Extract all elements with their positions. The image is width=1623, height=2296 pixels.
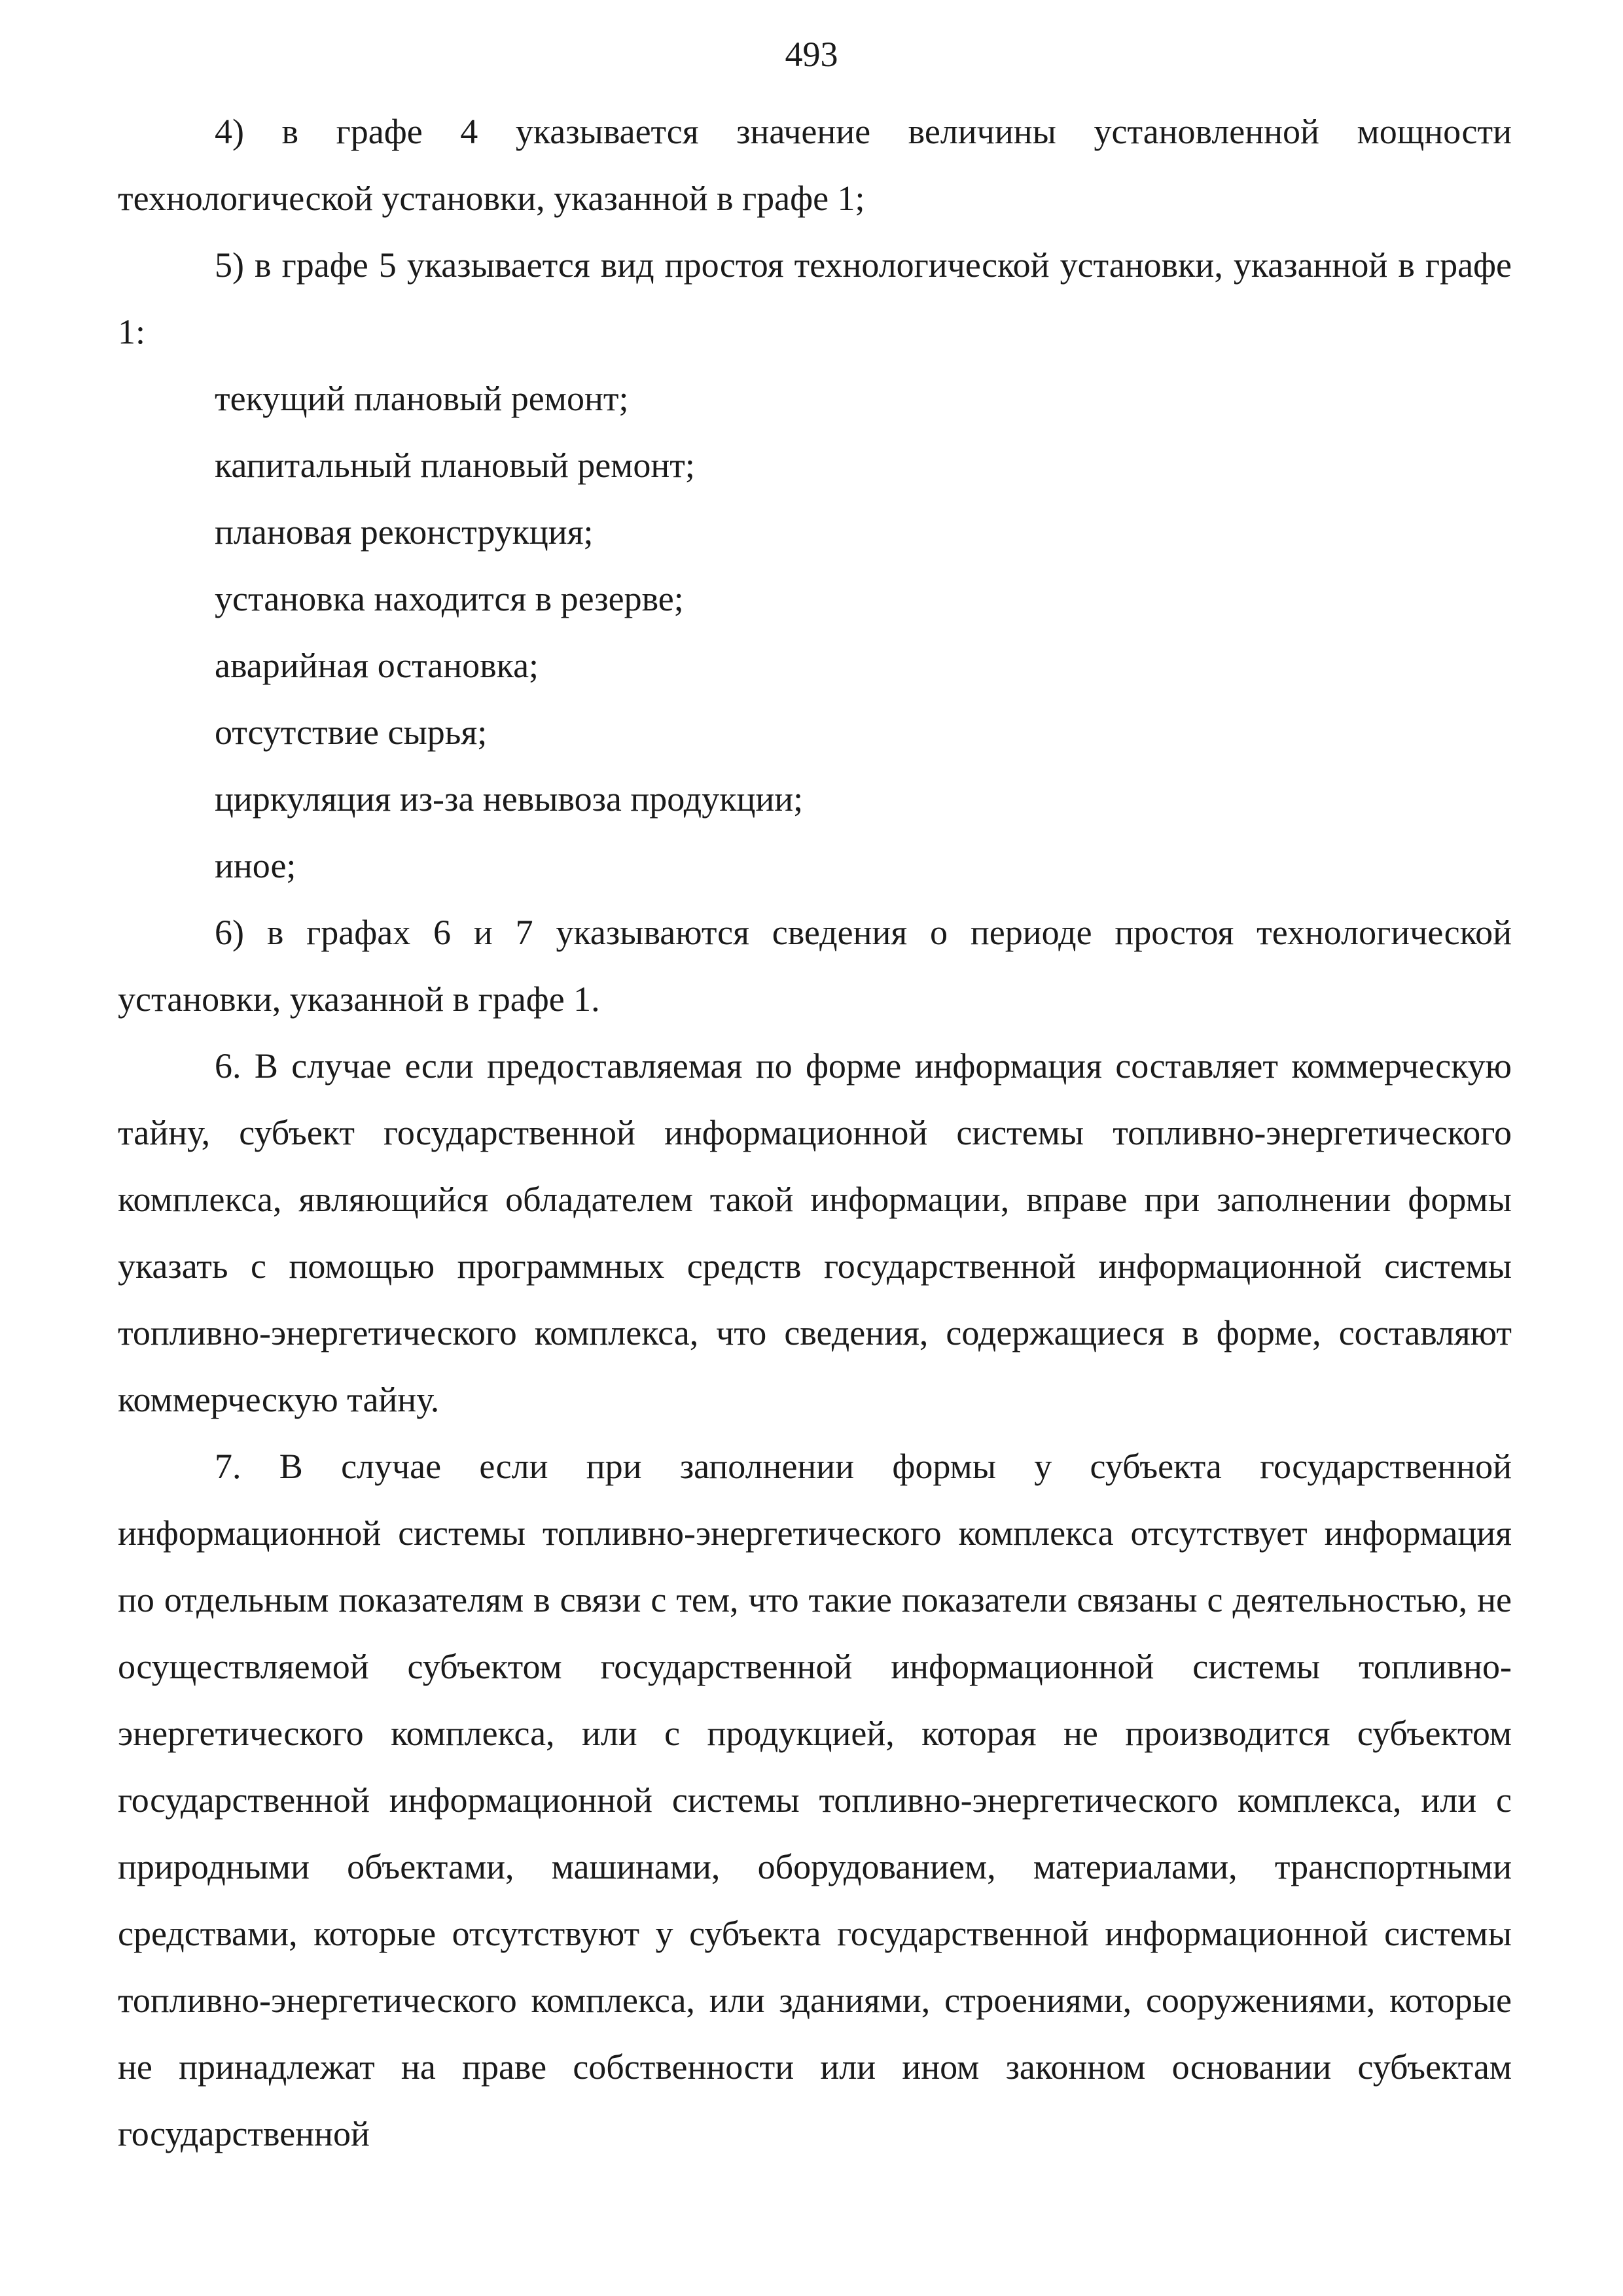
list-item: отсутствие сырья; (215, 713, 488, 752)
document-body (118, 98, 1512, 2167)
page-number: 493 (785, 35, 838, 74)
paragraph-item-4: 4) в графе 4 указывается значение величины установленной мощности технологической установки, указанной в графе 1; (118, 112, 1512, 218)
list-item: циркуляция из-за невывоза продукции; (215, 779, 804, 819)
list-item: установка находится в резерве; (215, 579, 684, 618)
list-item: аварийная остановка; (215, 646, 539, 685)
paragraph-item-6: 6) в графах 6 и 7 указываются сведения о периоде простоя технологической установки, указанной в графе 1. (118, 913, 1512, 1019)
list-item: капитальный плановый ремонт; (215, 446, 695, 485)
paragraph-section-7: 7. В случае если при заполнении формы у субъекта государственной информационной системы топливно-энергетического комплекса отсутствует информация по отдельным показателям в связи с тем, что такие показатели связаны с деятельностью, не осуществляемой субъектом государственной информационной системы топливно-энергетического комплекса, или с продукцией, которая не производится субъектом государственной информационной системы топливно-энергетического комплекса, или с природными объектами, машинами, оборудованием, материалами, транспортными средствами, которые отсутствуют у субъекта государственной информационной системы топливно-энергетического комплекса, или зданиями, строениями, сооружениями, которые не принадлежат на праве собственности или ином законном основании субъектам государственной (118, 1447, 1512, 2153)
list-item: текущий плановый ремонт; (215, 379, 629, 418)
paragraph-item-5: 5) в графе 5 указывается вид простоя технологической установки, указанной в графе 1: (118, 245, 1512, 351)
list-item: плановая реконструкция; (215, 512, 594, 552)
paragraph-section-6: 6. В случае если предоставляемая по форме информация составляет коммерческую тайну, субъект государственной информационной системы топливно-энергетического комплекса, являющийся обладателем такой информации, вправе при заполнении формы указать с помощью программных средств государственной информационной системы топливно-энергетического комплекса, что сведения, содержащиеся в форме, составляют коммерческую тайну. (118, 1046, 1512, 1419)
list-item: иное; (215, 846, 296, 885)
